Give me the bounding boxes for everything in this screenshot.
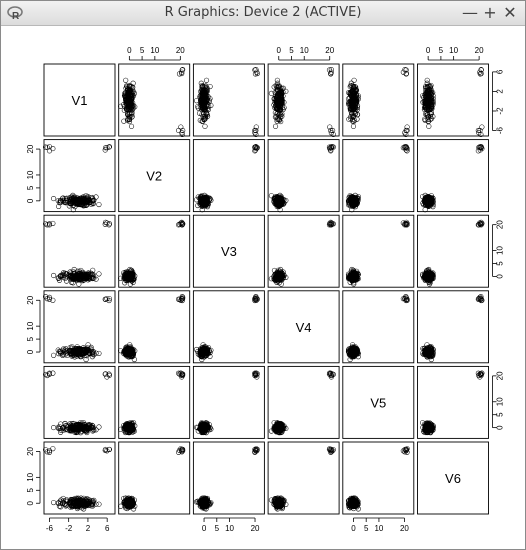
data-point bbox=[275, 78, 280, 83]
window-title: R Graphics: Device 2 (ACTIVE) bbox=[164, 5, 362, 20]
panel-V1-V4 bbox=[268, 64, 339, 137]
data-point bbox=[77, 282, 82, 287]
minimize-button[interactable]: — bbox=[462, 3, 478, 22]
panel-V2-V3 bbox=[193, 140, 264, 212]
data-point bbox=[352, 78, 357, 83]
data-point bbox=[97, 351, 102, 356]
panel-V3-V3 bbox=[193, 215, 264, 287]
panel-V3-V2 bbox=[118, 215, 189, 287]
data-point bbox=[179, 125, 184, 130]
panel-V5-V4 bbox=[268, 366, 339, 438]
variable-label: V1 bbox=[71, 93, 88, 108]
data-point bbox=[97, 425, 102, 430]
close-button[interactable]: ✕ bbox=[503, 3, 517, 22]
panel-V1-V3 bbox=[193, 64, 264, 137]
panel-V5-V6 bbox=[418, 366, 489, 438]
maximize-button[interactable]: + bbox=[483, 3, 497, 22]
data-point bbox=[51, 146, 56, 151]
title-bar[interactable] bbox=[1, 1, 525, 26]
panel-V4-V4 bbox=[268, 291, 339, 363]
pairs-plot bbox=[2, 26, 524, 549]
data-point bbox=[351, 124, 356, 129]
variable-label: V4 bbox=[295, 319, 312, 335]
variable-label: V3 bbox=[220, 244, 237, 260]
panel-V1-V6 bbox=[418, 64, 489, 137]
panel-V2-V4 bbox=[268, 140, 339, 212]
data-point bbox=[204, 78, 209, 83]
data-point bbox=[51, 196, 56, 201]
data-point bbox=[123, 78, 128, 83]
data-point bbox=[203, 124, 208, 129]
data-point bbox=[425, 78, 430, 83]
data-point bbox=[129, 124, 134, 129]
panel-V3-V1 bbox=[43, 215, 115, 287]
data-point bbox=[97, 202, 102, 207]
data-point bbox=[86, 343, 91, 348]
data-point bbox=[97, 272, 102, 277]
panel-V2-V2 bbox=[119, 140, 190, 212]
data-point bbox=[51, 353, 56, 358]
panel-V2-V1 bbox=[43, 140, 115, 212]
variable-label: V2 bbox=[146, 168, 163, 184]
variable-label: V5 bbox=[370, 395, 387, 411]
panel-V5-V1 bbox=[43, 366, 115, 438]
data-point bbox=[427, 124, 432, 129]
panel-V4-V6 bbox=[418, 291, 489, 363]
panel-V3-V6 bbox=[418, 215, 489, 287]
data-point bbox=[51, 273, 56, 278]
panel-V4-V5 bbox=[343, 291, 414, 363]
panel-V4-V3 bbox=[193, 291, 264, 363]
data-point bbox=[51, 425, 56, 430]
panel-V1-V2 bbox=[118, 64, 189, 137]
panel-V3-V5 bbox=[343, 215, 414, 287]
data-point bbox=[273, 124, 278, 129]
data-point bbox=[480, 125, 485, 130]
panel-V5-V2 bbox=[118, 366, 189, 438]
panel-V2-V6 bbox=[418, 140, 489, 212]
panel-V5-V5 bbox=[343, 366, 414, 438]
panel-V4-V1 bbox=[43, 291, 115, 363]
panel-V1-V5 bbox=[343, 64, 414, 137]
panel-V2-V5 bbox=[343, 140, 414, 212]
panel-V3-V4 bbox=[268, 215, 339, 287]
panel-V1-V1 bbox=[44, 64, 115, 136]
panel-V5-V3 bbox=[193, 366, 264, 438]
panel-V4-V2 bbox=[118, 291, 189, 363]
